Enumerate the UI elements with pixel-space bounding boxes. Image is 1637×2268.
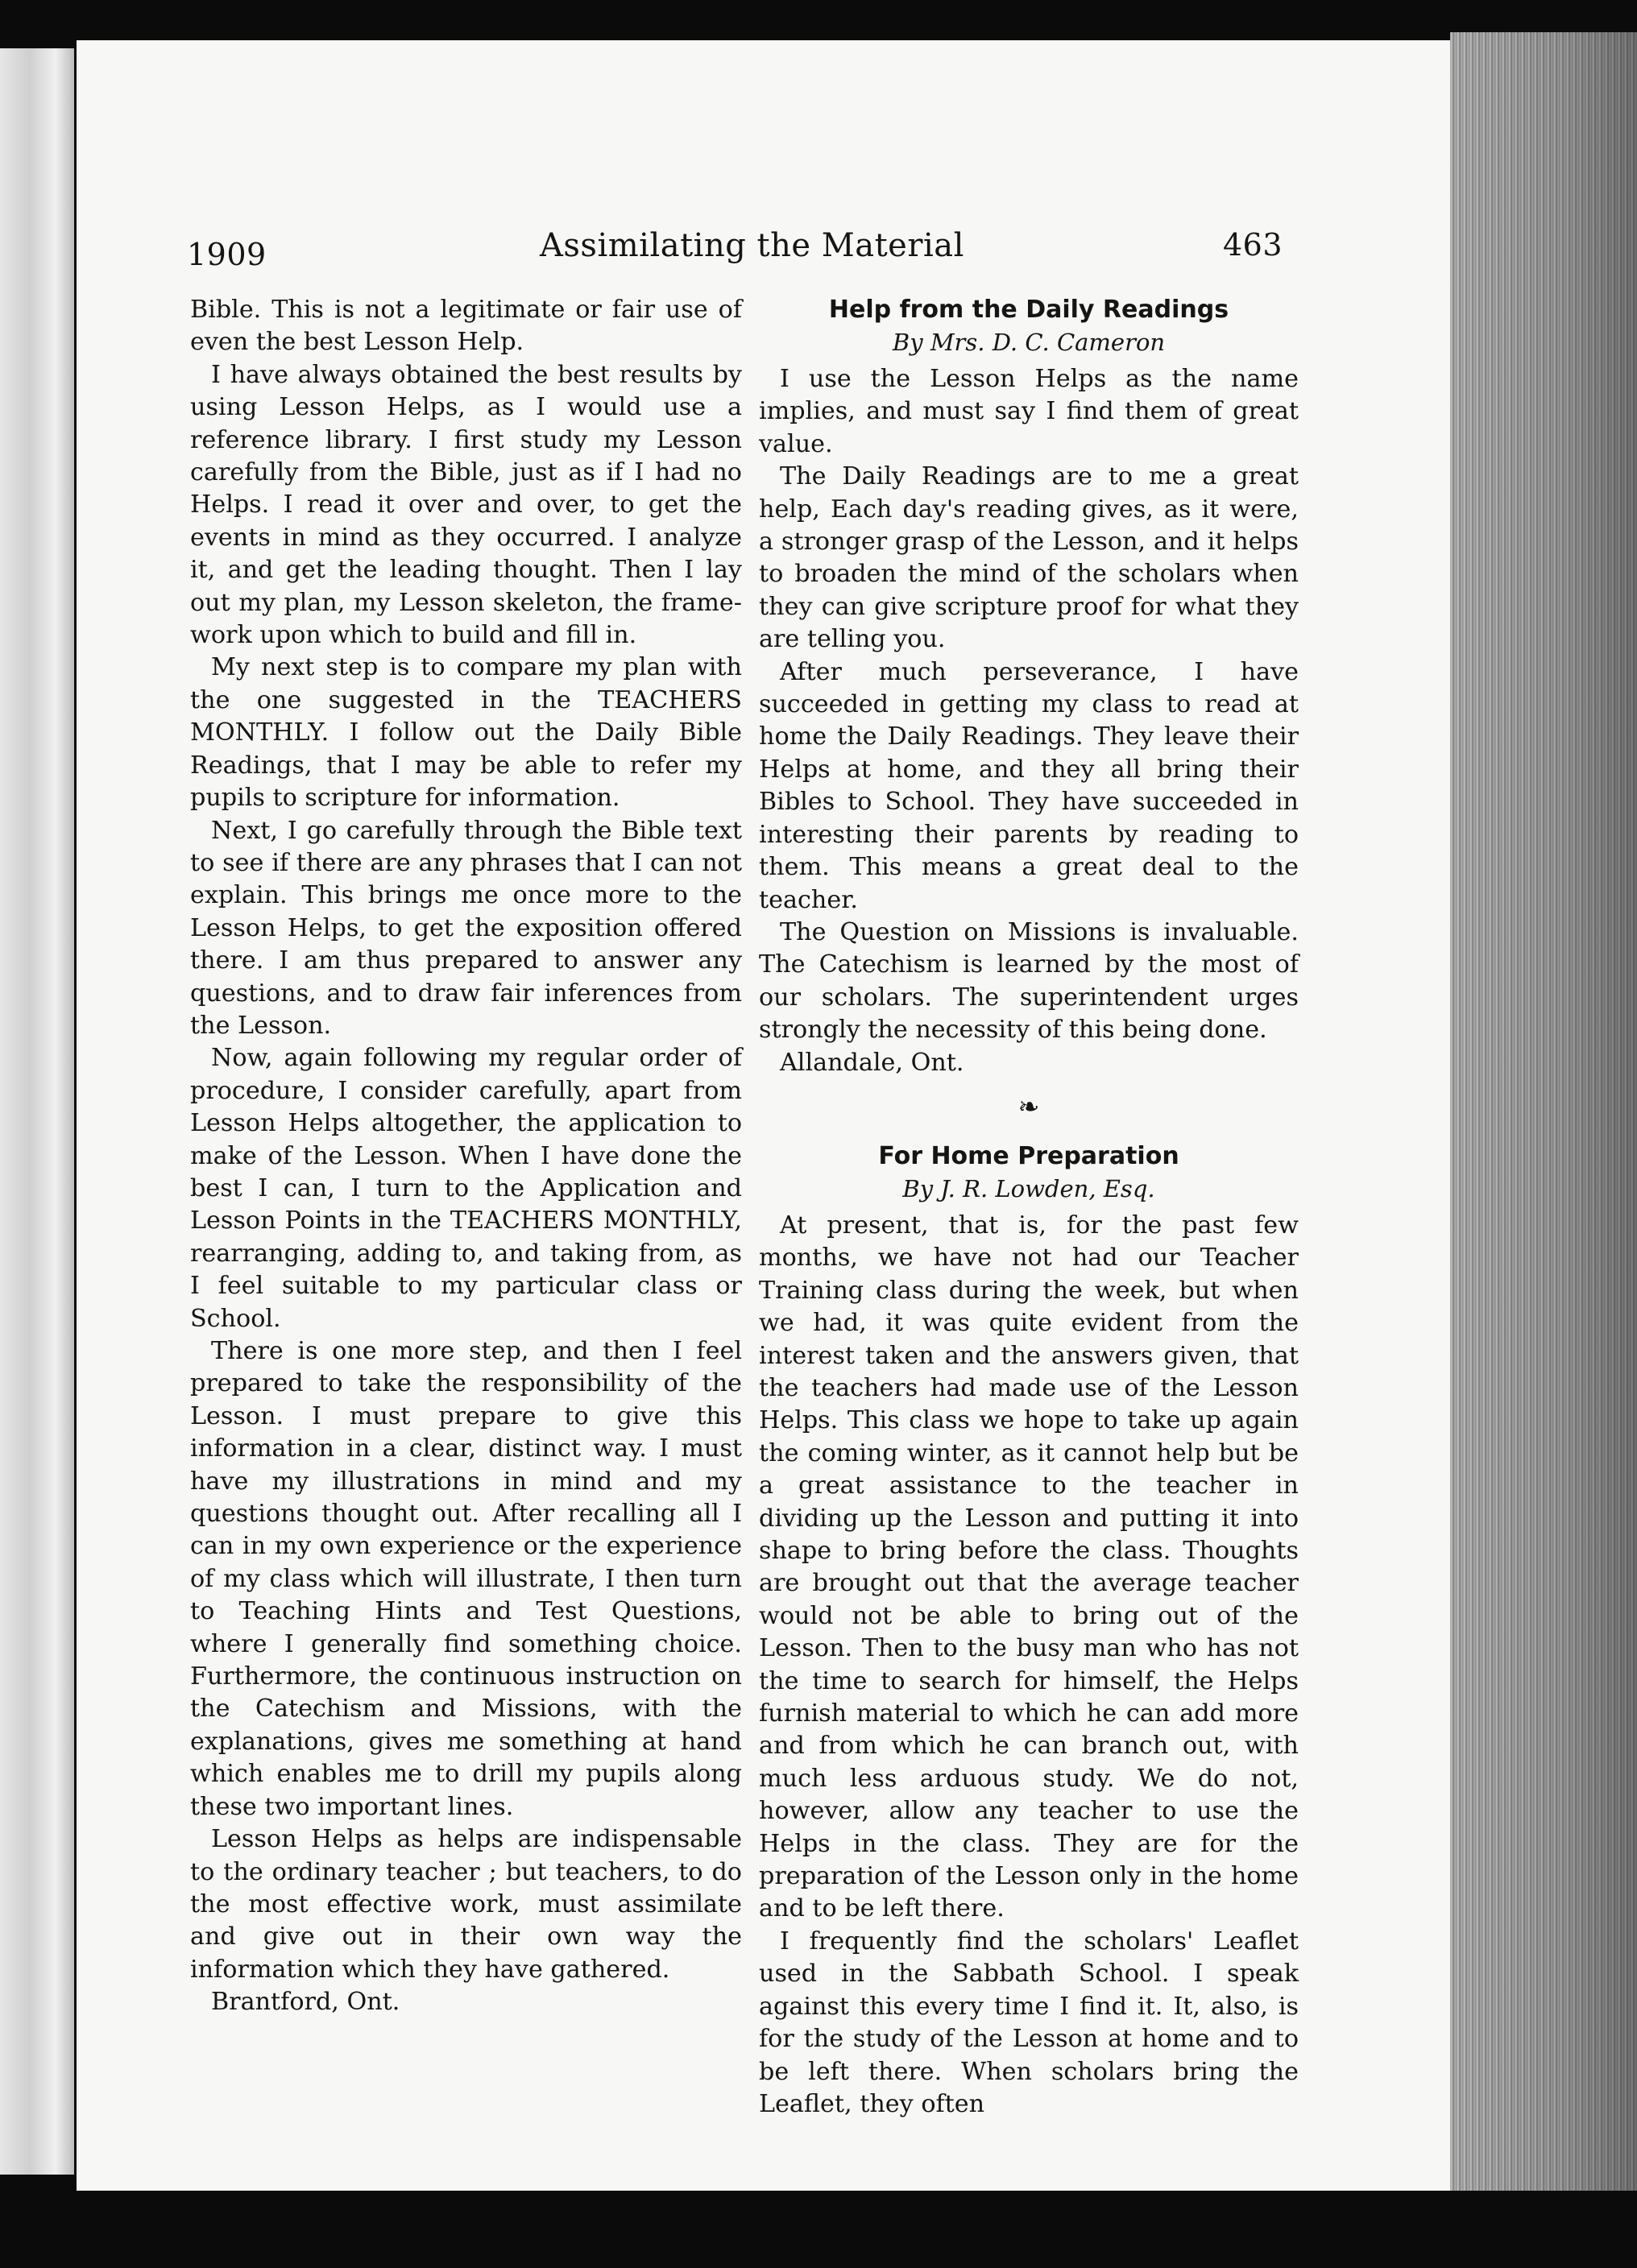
fleuron-ornament: ❧ — [1017, 1091, 1040, 1122]
place-signature: Brantford, Ont. — [211, 1988, 400, 2017]
paragraph: Now, again following my regular order of procedure, I consider carefully, apart from Lesson Helps altogether, the application to make of the Lesson. When I have done the best I can, I turn to the Application and Lesson Points in the TEACHERS MONTHLY, rearranging, adding to, and taking from, as I feel suitable to my particular class or School. — [190, 1044, 742, 1333]
left-column — [190, 294, 742, 2019]
page-edges — [1450, 32, 1637, 2191]
paragraph: I have always obtained the best results by using Lesson Helps, as I would use a reference library. I first study my Lesson carefully from the Bible, just as if I had no Helps. I read it over and over, to get the events in mind as they occurred. I analyze it, and get the leading thought. Then I lay out my plan, my Lesson skeleton, the frame-work upon which to build and fill in. — [190, 360, 742, 650]
paragraph: There is one more step, and then I feel prepared to take the responsibility of the Lesson. I must prepare to give this information in a clear, distinct way. I must have my illustrations in mind and my questions thought out. After recalling all I can in my own experience or the experience of my class which will illustrate, I then turn to Teaching Hints and Test Questions, where I generally find something choice. Furthermore, the continuous instruction on the Catechism and Missions, with the explanations, gives me something at hand which enables me to drill my pupils along these two important lines. — [190, 1337, 742, 1821]
article-title: For Home Preparation — [878, 1141, 1179, 1170]
paragraph: After much perseverance, I have succeeded in getting my class to read at home the Daily Readings. They leave their Helps at home, and they all bring their Bibles to School. They have succeeded in interesting their parents by reading to them. This means a great deal to the teacher. — [759, 657, 1299, 914]
paragraph: Lesson Helps as helps are indispensable to the ordinary teacher ; but teachers, to do the most effective work, must assimilate and give out in their own way the information which they have gathered. — [190, 1825, 742, 1984]
paragraph: My next step is to compare my plan with the one suggested in the TEACHERS MONTHLY. I follow out the Daily Bible Readings, that I may be able to refer my pupils to scripture for information. — [190, 653, 742, 813]
paragraph: I use the Lesson Helps as the name implies, and must say I find them of great value. — [759, 365, 1299, 458]
article-title: Help from the Daily Readings — [828, 296, 1229, 324]
paragraph: At present, that is, for the past few months, we have not had our Teacher Training class during the week, but when we had, it was quite evident from the interest taken and the answers given, that the teachers had made use of the Lesson Helps. This class we hope to take up again the coming winter, as it cannot help but be a great assistance to the teacher in dividing up the Lesson and putting it into shape to bring before the class. Thoughts are brought out that the average teacher would not be able to bring out of the Lesson. Then to the busy man who has not the time to search for himself, the Helps furnish material to which he can add more and from which he can branch out, with much less arduous study. We do not, however, allow any teacher to use the Helps in the class. They are for the preparation of the Lesson only in the home and to be left there. — [759, 1211, 1299, 1923]
paragraph: Next, I go carefully through the Bible text to see if there are any phrases that I can not explain. This brings me once more to the Lesson Helps, to get the exposition offered there. I am thus prepared to answer any questions, and to draw fair inferences from the Lesson. — [190, 816, 742, 1040]
paragraph: The Question on Missions is invaluable. The Catechism is learned by the most of our scholars. The superintendent urges strongly the necessity of this being done. — [759, 917, 1299, 1045]
book-binding-left — [0, 48, 74, 2175]
running-head — [187, 227, 1283, 275]
page-title: Assimilating the Material — [540, 227, 964, 264]
paragraph: I frequently find the scholars' Leaflet used in the Sabbath School. I speak against this every time I find it. It, also, is for the study of the Lesson at home and to be left there. When scholars bring the Leaflet, they often — [759, 1927, 1299, 2118]
article-byline: By Mrs. D. C. Cameron — [892, 329, 1166, 356]
place-signature: Allandale, Ont. — [780, 1048, 964, 1077]
paragraph: Bible. This is not a legitimate or fair use of even the best Lesson Help. — [190, 296, 742, 357]
page-number: 463 — [1222, 227, 1283, 263]
right-column — [759, 294, 1299, 2121]
article-byline: By J. R. Lowden, Esq. — [902, 1174, 1155, 1202]
paragraph: The Daily Readings are to me a great help, Each day's reading gives, as it were, a stronger grasp of the Lesson, and it helps to broaden the mind of the scholars when they can give scripture proof for what they are telling you. — [759, 462, 1299, 654]
year: 1909 — [187, 237, 267, 272]
